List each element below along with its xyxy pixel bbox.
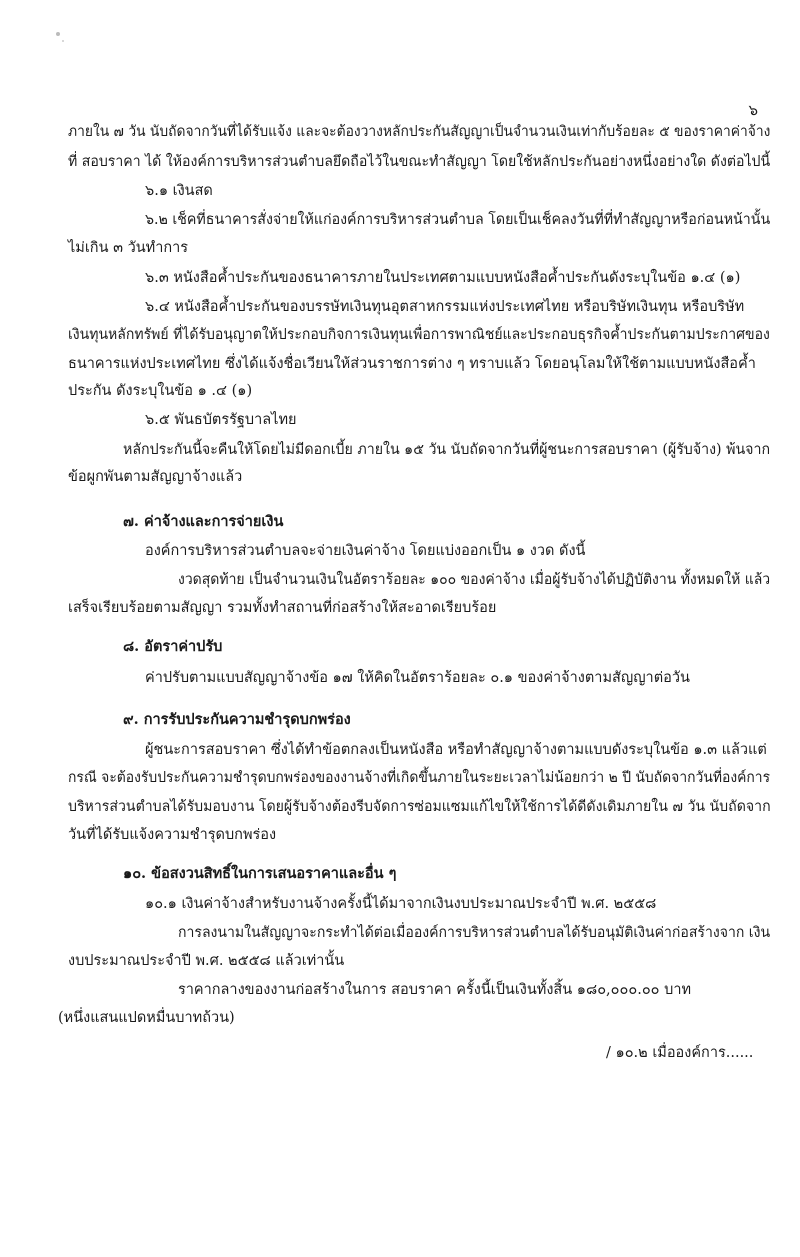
section-heading: ๙. การรับประกันความชำรุดบกพร่อง	[123, 711, 351, 728]
body-line: ข้อผูกพันตามสัญญาจ้างแล้ว	[68, 469, 243, 485]
list-item: ๖.๔ หนังสือค้ำประกันของบรรษัทเงินทุนอุตสาหกรรมแห่งประเทศไทย หรือบริษัทเงินทุน หรือบริษัท	[145, 299, 745, 315]
body-line: (หนึ่งแสนแปดหมื่นบาทถ้วน)	[58, 1010, 235, 1026]
body-line: ภายใน ๗ วัน นับถัดจากวันที่ได้รับแจ้ง และจะต้องวางหลักประกันสัญญาเป็นจำนวนเงินเท่ากับร้อยละ ๕ ของราคาค่าจ้าง	[68, 124, 771, 140]
body-line: ไม่เกิน ๓ วันทำการ	[68, 240, 189, 256]
body-line: ผู้ชนะการสอบราคา ซึ่งได้ทำข้อตกลงเป็นหนังสือ หรือทำสัญญาจ้างตามแบบดังระบุในข้อ ๑.๓ แล้วแต่	[145, 742, 767, 758]
scan-speck	[56, 32, 60, 36]
body-line: หลักประกันนี้จะคืนให้โดยไม่มีดอกเบี้ย ภายใน ๑๕ วัน นับถัดจากวันที่ผู้ชนะการสอบราคา (ผู้รับจ้าง) พ้นจาก	[123, 442, 771, 458]
page-number: ๖	[748, 101, 758, 119]
section-heading: ๑๐. ข้อสงวนสิทธิ์ในการเสนอราคาและอื่น ๆ	[123, 865, 397, 882]
body-line: ราคากลางของงานก่อสร้างในการ สอบราคา ครั้งนี้เป็นเงินทั้งสิ้น ๑๘๐,๐๐๐.๐๐ บาท	[178, 982, 692, 998]
body-line: เงินทุนหลักทรัพย์ ที่ได้รับอนุญาตให้ประกอบกิจการเงินทุนเพื่อการพาณิชย์และประกอบธุรกิจค้ำประกันตามประกาศของ	[68, 327, 770, 343]
body-line: ที่ สอบราคา ได้ ให้องค์การบริหารส่วนตำบลยึดถือไว้ในขณะทำสัญญา โดยใช้หลักประกันอย่างหนึ่งอย่างใด ดังต่อไปนี้	[68, 154, 771, 170]
body-line: กรณี จะต้องรับประกันความชำรุดบกพร่องของงานจ้างที่เกิดขึ้นภายในระยะเวลาไม่น้อยกว่า ๒ ปี นับถัดจากวันที่องค์การ	[68, 770, 771, 786]
body-line: ประกัน ดังระบุในข้อ ๑ .๔ (๑)	[68, 383, 253, 399]
body-line: เสร็จเรียบร้อยตามสัญญา รวมทั้งทำสถานที่ก่อสร้างให้สะอาดเรียบร้อย	[68, 600, 497, 616]
list-item: ๑๐.๑ เงินค่าจ้างสำหรับงานจ้างครั้งนี้ได้มาจากเงินงบประมาณประจำปี พ.ศ. ๒๕๕๘	[145, 896, 657, 912]
body-line: ค่าปรับตามแบบสัญญาจ้างข้อ ๑๗ ให้คิดในอัตราร้อยละ ๐.๑ ของค่าจ้างตามสัญญาต่อวัน	[145, 670, 690, 686]
section-heading: ๘. อัตราค่าปรับ	[123, 638, 223, 655]
body-line: บริหารส่วนตำบลได้รับมอบงาน โดยผู้รับจ้างต้องรีบจัดการซ่อมแซมแก้ไขให้ใช้การได้ดีดังเดิมภายใน ๗ วัน นับถัดจาก	[68, 799, 771, 815]
body-line: การลงนามในสัญญาจะกระทำได้ต่อเมื่อองค์การบริหารส่วนตำบลได้รับอนุมัติเงินค่าก่อสร้างจาก เงิน	[178, 925, 771, 941]
list-item: ๖.๕ พันธบัตรรัฐบาลไทย	[145, 412, 297, 428]
list-item: ๖.๑ เงินสด	[145, 183, 213, 199]
scan-speck	[62, 40, 64, 42]
body-line: งวดสุดท้าย เป็นจำนวนเงินในอัตราร้อยละ ๑๐๐ ของค่าจ้าง เมื่อผู้รับจ้างได้ปฏิบัติงาน ทั้งหมดให้ แล้ว	[178, 572, 771, 588]
list-item: ๖.๓ หนังสือค้ำประกันของธนาคารภายในประเทศตามแบบหนังสือค้ำประกันดังระบุในข้อ ๑.๔ (๑)	[145, 270, 741, 286]
body-line: วันที่ได้รับแจ้งความชำรุดบกพร่อง	[68, 827, 277, 843]
body-line: งบประมาณประจำปี พ.ศ. ๒๕๕๘ แล้วเท่านั้น	[68, 953, 345, 969]
list-item: ๖.๒ เช็คที่ธนาคารสั่งจ่ายให้แก่องค์การบริหารส่วนตำบล โดยเป็นเช็คลงวันที่ที่ทำสัญญาหรือก่อนหน้านั้น	[145, 212, 771, 228]
continuation-note: / ๑๐.๒ เมื่อองค์การ......	[606, 1045, 754, 1061]
body-line: ธนาคารแห่งประเทศไทย ซึ่งได้แจ้งชื่อเวียนให้ส่วนราชการต่าง ๆ ทราบแล้ว โดยอนุโลมให้ใช้ตามแบบหนังสือค้ำ	[68, 356, 756, 372]
section-heading: ๗. ค่าจ้างและการจ่ายเงิน	[123, 513, 284, 530]
body-line: องค์การบริหารส่วนตำบลจะจ่ายเงินค่าจ้าง โดยแบ่งออกเป็น ๑ งวด ดังนี้	[145, 543, 586, 559]
